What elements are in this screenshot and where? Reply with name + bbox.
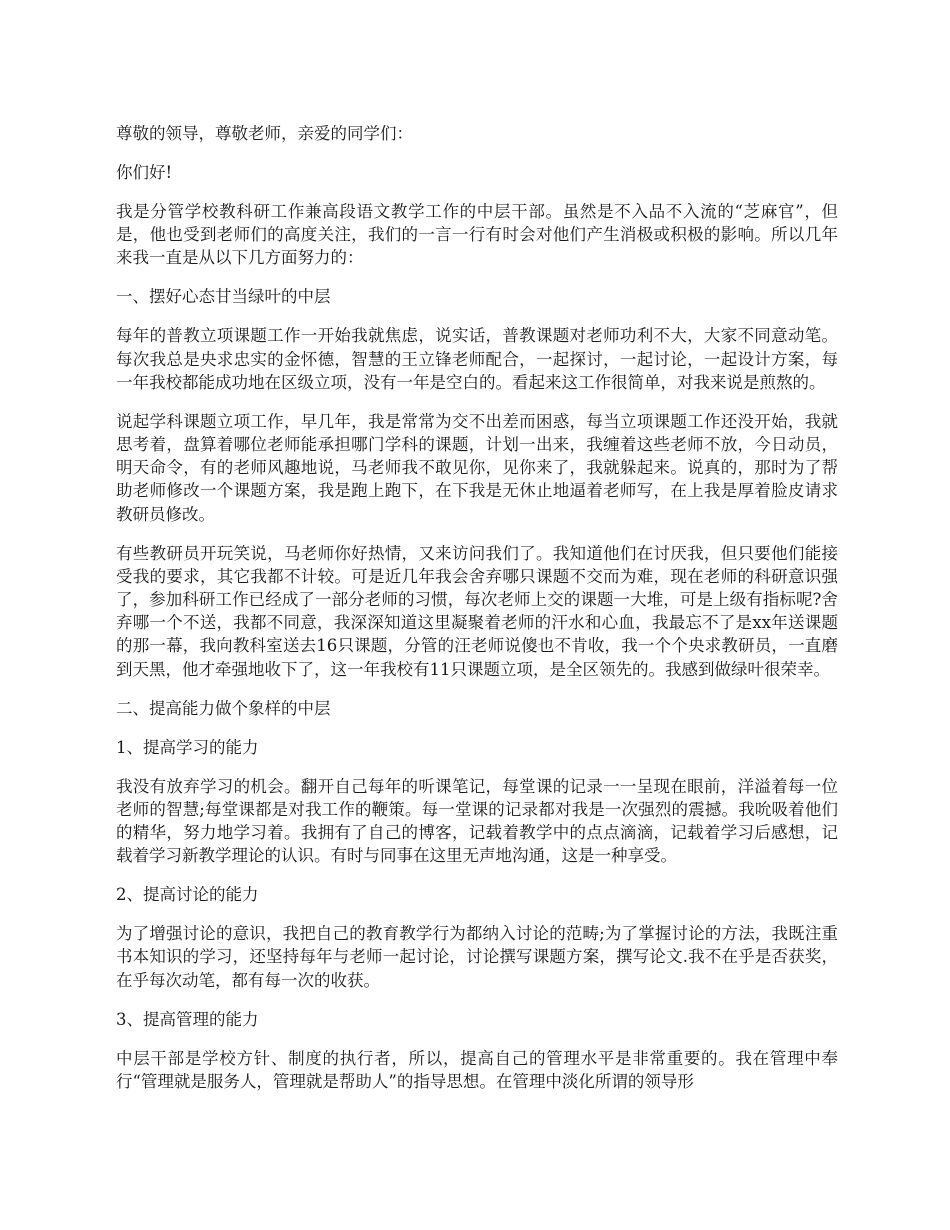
body-paragraph: 说起学科课题立项工作，早几年，我是常常为交不出差而困惑，每当立项课题工作还没开始，我就思考着，盘算着哪位老师能承担哪门学科的课题，计划一出来，我缠着这些老师不放，今日动员，明天命令，有的老师风趣地说，马老师我不敢见你，见你来了，我就躲起来。说真的，那时为了帮助老师修改一个课题方案，我是跑上跑下，在下我是无休止地逼着老师写，在上我是厚着脸皮请求教研员修改。 bbox=[116, 411, 838, 524]
subheading-2: 2、提高讨论的能力 bbox=[116, 885, 259, 905]
body-paragraph: 每年的普教立项课题工作一开始我就焦虑，说实话，普教课题对老师功利不大，大家不同意动笔。每次我总是央求忠实的金怀德，智慧的王立锋老师配合，一起探讨，一起讨论，一起设计方案，每一年我校都能成功地在区级立项，没有一年是空白的。看起来这工作很简单，对我来说是煎熬的。 bbox=[116, 326, 838, 392]
body-paragraph: 有些教研员开玩笑说，马老师你好热情，又来访问我们了。我知道他们在讨厌我，但只要他们能接受我的要求，其它我都不计较。可是近几年我会舍弃哪只课题不交而为难，现在老师的科研意识强了，参加科研工作已经成了一部分老师的习惯，每次老师上交的课题一大堆，可是上级有指标呢?舍弃哪一个不送，我都不同意，我深深知道这里凝聚着老师的汗水和心血，我最忘不了是xx年送课题的那一幕，我向教科室送去16只课题，分管的汪老师说傻也不肯收，我一个个央求教研员，一直磨到天黑，他才牵强地收下了，这一年我校有11只课题立项，是全区领先的。我感到做绿叶很荣幸。 bbox=[116, 543, 838, 679]
intro-paragraph: 我是分管学校教科研工作兼高段语文教学工作的中层干部。虽然是不入品不入流的“芝麻官”，但是，他也受到老师们的高度关注，我们的一言一行有时会对他们产生消极或积极的影响。所以几年来我一直是从以下几方面努力的： bbox=[116, 202, 838, 268]
body-paragraph: 为了增强讨论的意识，我把自己的教育教学行为都纳入讨论的范畴;为了掌握讨论的方法，我既注重书本知识的学习，还坚持每年与老师一起讨论，讨论撰写课题方案，撰写论文.我不在乎是否获奖，在乎每次动笔，都有每一次的收获。 bbox=[116, 924, 838, 990]
section-heading-1: 一、摆好心态甘当绿叶的中层 bbox=[116, 287, 331, 307]
subheading-3: 3、提高管理的能力 bbox=[116, 1009, 259, 1029]
document-body bbox=[116, 122, 838, 1109]
greeting: 你们好! bbox=[116, 163, 173, 182]
subheading-1: 1、提高学习的能力 bbox=[116, 737, 259, 757]
body-paragraph: 我没有放弃学习的机会。翻开自己每年的听课笔记，每堂课的记录一一呈现在眼前，洋溢着每一位老师的智慧;每堂课都是对我工作的鞭策。每一堂课的记录都对我是一次强烈的震撼。我吮吸着他们的精华，努力地学习着。我拥有了自己的博客，记载着教学中的点点滴滴，记载着学习后感想，记载着学习新教学理论的认识。有时与同事在这里无声地沟通，这是一种享受。 bbox=[116, 776, 838, 866]
section-heading-2: 二、提高能力做个象样的中层 bbox=[116, 698, 331, 718]
body-paragraph: 中层干部是学校方针、制度的执行者，所以，提高自己的管理水平是非常重要的。我在管理中奉行“管理就是服务人，管理就是帮助人”的指导思想。在管理中淡化所谓的领导形 bbox=[116, 1048, 838, 1091]
salutation: 尊敬的领导，尊敬老师，亲爱的同学们： bbox=[116, 124, 413, 143]
